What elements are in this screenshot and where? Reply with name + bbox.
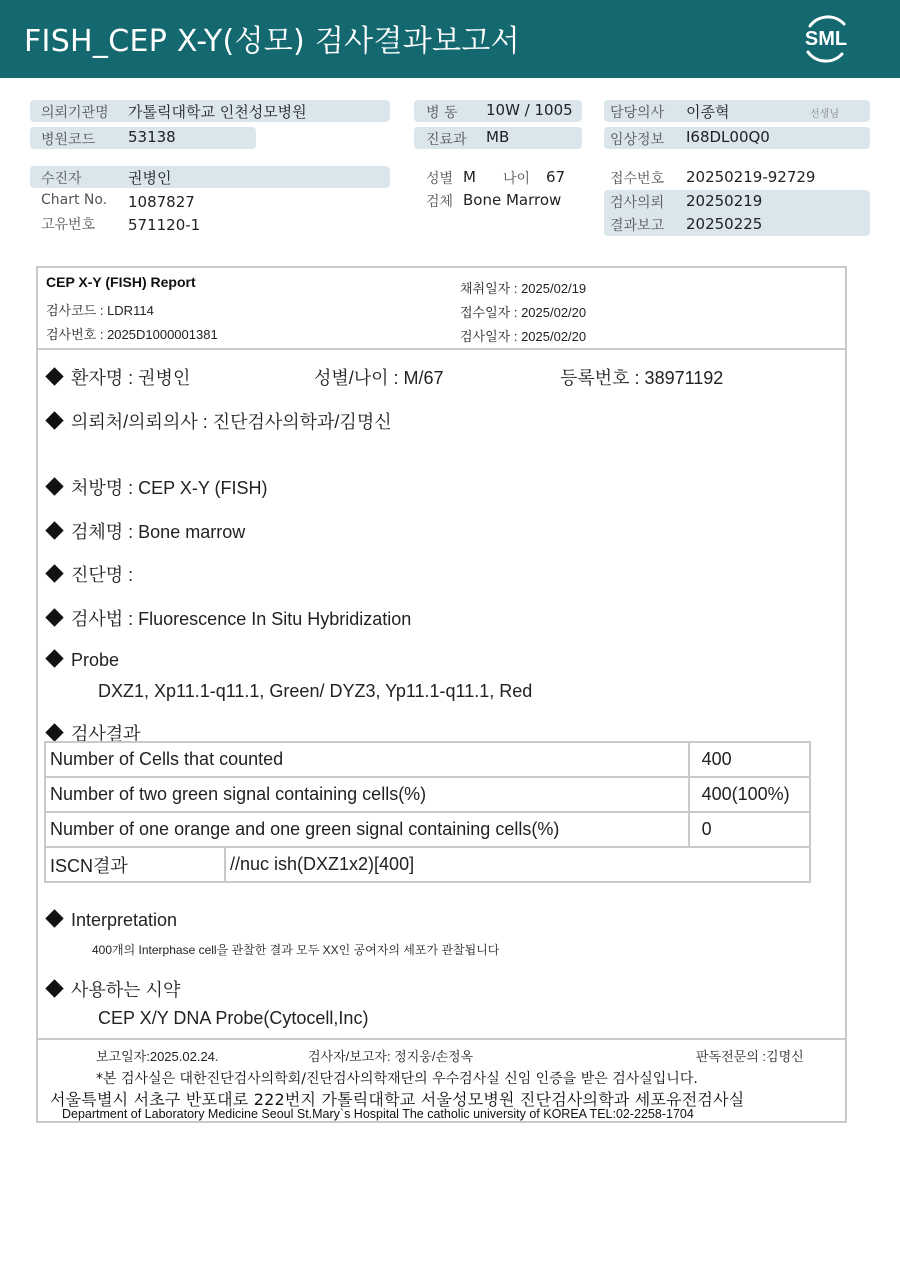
unique-value: 571120-1 bbox=[128, 216, 201, 234]
patient-label: 수진자 bbox=[41, 171, 82, 187]
patient-name: 환자명 : 권병인 bbox=[71, 368, 191, 388]
table-cell: Number of Cells that counted bbox=[45, 742, 689, 777]
receipt-value: 20250219-92729 bbox=[686, 168, 816, 186]
specimen-label: 검체 bbox=[426, 194, 454, 210]
clinical-value: I68DL00Q0 bbox=[686, 128, 770, 146]
specimen-row bbox=[44, 518, 245, 544]
pill-patient bbox=[30, 166, 390, 188]
interp-label: Interpretation bbox=[71, 910, 178, 930]
diamond-bullet-icon bbox=[45, 649, 63, 667]
probe-label: Probe bbox=[71, 650, 120, 670]
patient-value: 권병인 bbox=[128, 169, 172, 187]
logo-text: SML bbox=[804, 28, 848, 50]
order-name: 처방명 : CEP X-Y (FISH) bbox=[71, 478, 268, 498]
hospital-code-label: 병원코드 bbox=[41, 132, 96, 148]
ward-label: 병 동 bbox=[426, 105, 458, 121]
diamond-bullet-icon bbox=[45, 608, 63, 626]
specimen-value: Bone Marrow bbox=[463, 191, 562, 209]
report-date-value: 20250225 bbox=[686, 215, 763, 233]
report-footer bbox=[38, 1038, 845, 1121]
age-label: 나이 bbox=[503, 171, 531, 187]
table-row bbox=[45, 777, 810, 812]
table-row bbox=[45, 847, 810, 882]
table-cell: 0 bbox=[689, 812, 810, 847]
request-value: 20250219 bbox=[686, 192, 763, 210]
sex-value: M bbox=[463, 168, 476, 186]
table-row bbox=[45, 812, 810, 847]
page-title: FISH_CEP X-Y(성모) 검사결과보고서 bbox=[24, 24, 520, 59]
probe-detail: DXZ1, Xp11.1-q11.1, Green/ DYZ3, Yp11.1-q11.1, Red bbox=[98, 681, 533, 701]
method: 검사법 : Fluorescence In Situ Hybridization bbox=[71, 609, 412, 629]
diagnosis: 진단명 : bbox=[71, 565, 134, 585]
probe-row bbox=[44, 650, 119, 671]
dept-label: 진료과 bbox=[426, 132, 467, 148]
footer-examiner: 검사자/보고자: 정지웅/손정옥 bbox=[308, 1049, 474, 1064]
table-row bbox=[45, 742, 810, 777]
doctor-label: 담당의사 bbox=[610, 105, 665, 121]
report-date-label: 결과보고 bbox=[610, 218, 665, 234]
report-box bbox=[36, 266, 847, 1123]
sex-age: 성별/나이 : M/67 bbox=[314, 368, 444, 388]
table-cell: Number of two green signal containing cells(%) bbox=[45, 777, 689, 812]
footer-dept-en: Department of Laboratory Medicine Seoul St.Mary`s Hospital The catholic university of KOREA TEL:02-2258-1704 bbox=[62, 1107, 694, 1121]
diamond-bullet-icon bbox=[45, 367, 63, 385]
hospital-code-value: 53138 bbox=[128, 128, 176, 146]
ward-value: 10W / 1005 bbox=[486, 101, 573, 119]
result-table bbox=[44, 741, 811, 883]
header-bar bbox=[0, 0, 900, 78]
diamond-bullet-icon bbox=[45, 521, 63, 539]
collect-date: 채취일자 : 2025/02/19 bbox=[460, 281, 587, 296]
sex-label: 성별 bbox=[426, 171, 454, 187]
request-label: 검사의뢰 bbox=[610, 195, 665, 211]
footer-report-date: 보고일자:2025.02.24. bbox=[96, 1049, 219, 1064]
test-code: 검사코드 : LDR114 bbox=[46, 303, 154, 318]
institution-label: 의뢰기관명 bbox=[41, 105, 109, 121]
report-title: CEP X-Y (FISH) Report bbox=[46, 274, 196, 290]
diamond-bullet-icon bbox=[45, 477, 63, 495]
method-row bbox=[44, 605, 411, 631]
age-value: 67 bbox=[546, 168, 566, 186]
diamond-bullet-icon bbox=[45, 723, 63, 741]
dept-value: MB bbox=[486, 128, 510, 146]
order-row bbox=[44, 474, 268, 500]
test-number: 검사번호 : 2025D1000001381 bbox=[46, 327, 218, 342]
referrer: 의뢰처/의뢰의사 : 진단검사의학과/김명신 bbox=[71, 412, 392, 432]
reg-no: 등록번호 : 38971192 bbox=[560, 368, 724, 388]
diamond-bullet-icon bbox=[45, 979, 63, 997]
chart-value: 1087827 bbox=[128, 193, 195, 211]
iscn-label: ISCN결과 bbox=[45, 847, 225, 882]
diamond-bullet-icon bbox=[45, 909, 63, 927]
interp-text: 400개의 Interphase cell을 관찰한 결과 모두 XX인 공여자의 세포가 관찰됩니다 bbox=[92, 943, 500, 957]
sml-logo-icon bbox=[798, 10, 854, 66]
doctor-suffix: 선생님 bbox=[810, 109, 839, 120]
interp-row bbox=[44, 910, 177, 931]
patient-row bbox=[44, 364, 190, 390]
diamond-bullet-icon bbox=[45, 564, 63, 582]
reagent-text: CEP X/Y DNA Probe(Cytocell,Inc) bbox=[98, 1008, 369, 1028]
reagent-label: 사용하는 시약 bbox=[71, 980, 181, 1000]
footer-expert: 판독전문의 :김명신 bbox=[696, 1049, 804, 1064]
diagnosis-row bbox=[44, 561, 133, 587]
footer-address: 서울특별시 서초구 반포대로 222번지 가톨릭대학교 서울성모병원 진단검사의학과 세포유전검사실 bbox=[50, 1090, 745, 1109]
chart-label: Chart No. bbox=[41, 192, 108, 208]
unique-label: 고유번호 bbox=[41, 217, 96, 233]
clinical-label: 임상정보 bbox=[610, 132, 665, 148]
specimen-name: 검체명 : Bone marrow bbox=[71, 522, 246, 542]
iscn-value: //nuc ish(DXZ1x2)[400] bbox=[225, 847, 810, 882]
footer-cert: *본 검사실은 대한진단검사의학회/진단검사의학재단의 우수검사실 신임 인증을 받은 검사실입니다. bbox=[96, 1071, 698, 1087]
result-label: 검사결과 bbox=[71, 724, 141, 744]
institution-value: 가톨릭대학교 인천성모병원 bbox=[128, 103, 307, 121]
table-cell: 400 bbox=[689, 742, 810, 777]
table-cell: 400(100%) bbox=[689, 777, 810, 812]
report-header bbox=[38, 268, 845, 350]
table-cell: Number of one orange and one green signal containing cells(%) bbox=[45, 812, 689, 847]
referrer-row bbox=[44, 408, 392, 434]
reagent-row bbox=[44, 976, 180, 1002]
receive-date: 접수일자 : 2025/02/20 bbox=[460, 305, 587, 320]
diamond-bullet-icon bbox=[45, 411, 63, 429]
doctor-value: 이종혁 bbox=[686, 103, 730, 121]
receipt-label: 접수번호 bbox=[610, 171, 665, 187]
exam-date: 검사일자 : 2025/02/20 bbox=[460, 329, 587, 344]
